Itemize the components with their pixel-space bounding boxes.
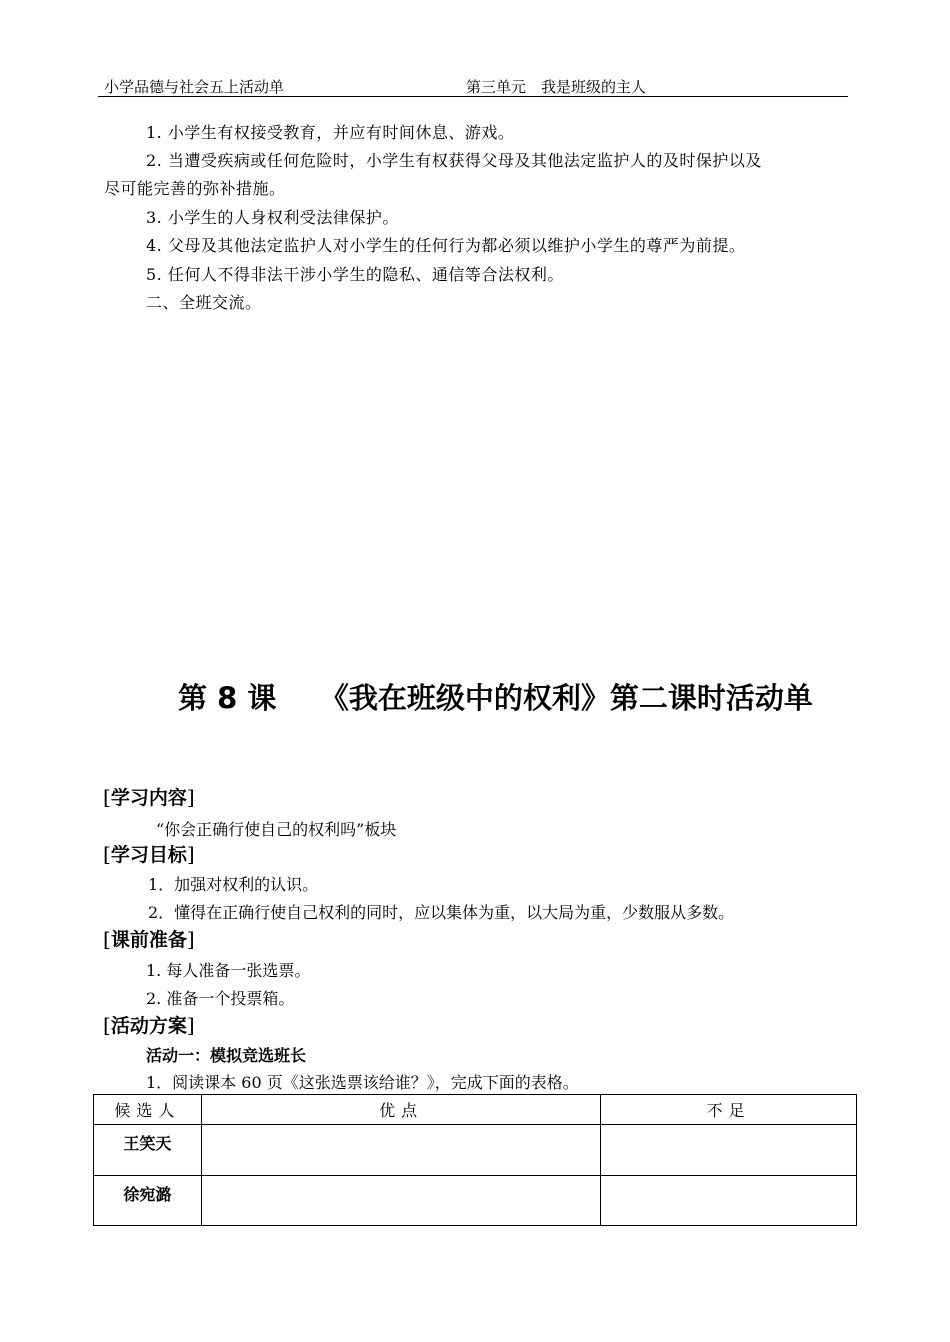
header-divider [98,96,848,97]
activity-1-step-1: 1．阅读课本 60 页《这张选票该给谁？》，完成下面的表格。 [146,1073,579,1092]
table-header-candidate: 候选人 [94,1095,202,1125]
content-text: “你会正确行使自己的权利吗”板块 [156,820,397,839]
candidate-name: 徐宛潞 [94,1176,202,1226]
section-label: 活动方案 [110,1015,187,1037]
class-discussion: 二、全班交流。 [146,293,262,312]
header-unit-title: 第三单元 我是班级的主人 [466,78,647,96]
rights-item-4: 4. 父母及其他法定监护人对小学生的任何行为都必须以维护小学生的尊严为前提。 [146,236,746,255]
section-label: 学习内容 [110,787,187,809]
weaknesses-cell[interactable] [601,1125,857,1176]
rights-item-5: 5. 任何人不得非法干涉小学生的隐私、通信等合法权利。 [146,265,564,284]
table-header-weaknesses: 不足 [601,1095,857,1125]
lesson-title: 第 8 课 《我在班级中的权利》第二课时活动单 [178,681,813,715]
strengths-cell[interactable] [201,1176,600,1226]
strengths-cell[interactable] [201,1125,600,1176]
header-course-title: 小学品德与社会五上活动单 [104,78,285,96]
section-content-heading: [学习内容] [103,785,195,809]
section-prep-heading: [课前准备] [103,927,195,951]
table-header-row [94,1095,857,1125]
section-plan-heading: [活动方案] [103,1013,195,1037]
prep-1: 1. 每人准备一张选票。 [146,961,311,980]
section-label: 学习目标 [110,844,187,866]
candidate-name: 王笑天 [94,1125,202,1176]
rights-item-3: 3. 小学生的人身权利受法律保护。 [146,208,399,227]
goal-2: 2．懂得在正确行使自己权利的同时，应以集体为重，以大局为重，少数服从多数。 [148,903,735,922]
weaknesses-cell[interactable] [601,1176,857,1226]
table-row [94,1125,857,1176]
candidate-table [93,1094,857,1226]
activity-1-title: 活动一：模拟竞选班长 [146,1046,307,1065]
table-header-strengths: 优点 [201,1095,600,1125]
table-row [94,1176,857,1226]
goal-1: 1．加强对权利的认识。 [148,875,319,894]
section-label: 课前准备 [110,929,187,951]
prep-2: 2. 准备一个投票箱。 [146,989,295,1008]
rights-item-1: 1. 小学生有权接受教育，并应有时间休息、游戏。 [146,123,515,142]
rights-item-2: 2. 当遭受疾病或任何危险时，小学生有权获得父母及其他法定监护人的及时保护以及 [146,151,762,170]
rights-item-2-cont: 尽可能完善的弥补措施。 [104,179,286,198]
section-goals-heading: [学习目标] [103,842,195,866]
